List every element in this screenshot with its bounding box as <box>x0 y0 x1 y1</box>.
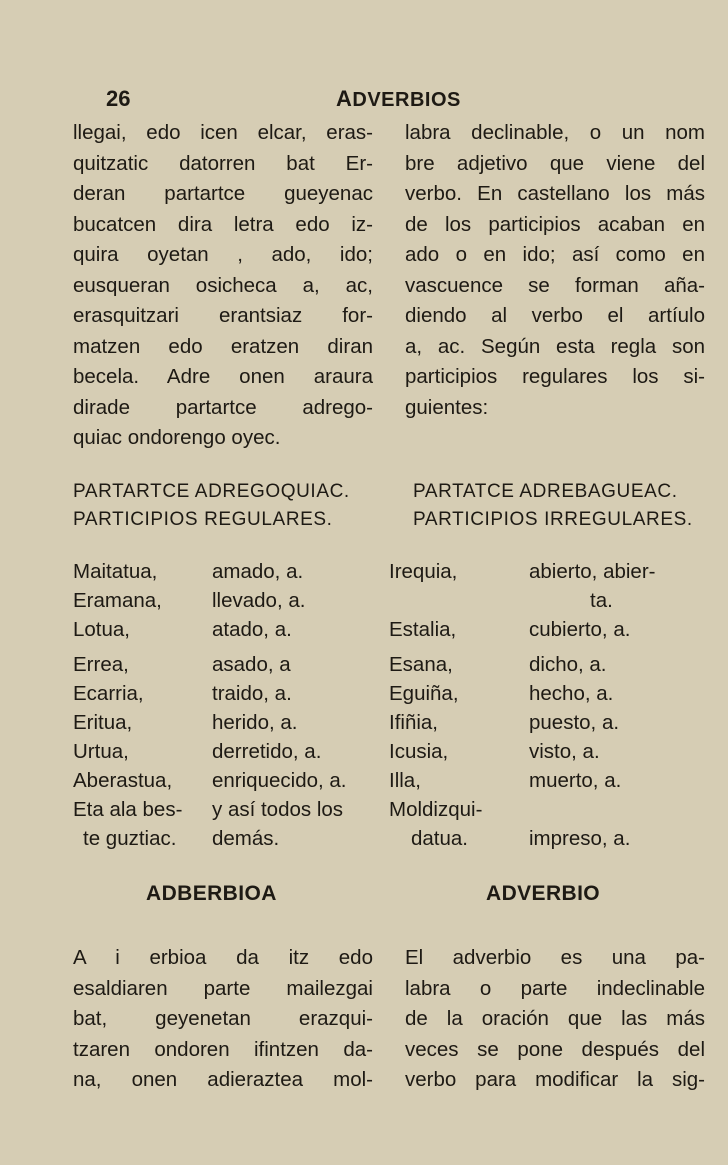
list-item <box>73 824 373 853</box>
spanish-term: enriquecido, a. <box>212 769 347 792</box>
text-line: dirade partartce adrego- <box>73 395 373 419</box>
text-line: quira oyetan , ado, ido; <box>73 243 373 266</box>
text-line: na, onen adieraztea mol- <box>73 1068 373 1091</box>
spanish-term: impreso, a. <box>529 827 631 850</box>
heading-spanish: PARTICIPIOS REGULARES. <box>73 509 333 530</box>
text-line: quitzatic datorren bat Er- <box>73 151 373 175</box>
adverb-heading-basque: ADBERBIOA <box>146 882 277 905</box>
list-item <box>389 679 709 708</box>
basque-term: Maitatua, <box>73 560 158 583</box>
spanish-term: traido, a. <box>212 682 292 705</box>
basque-term: Eramana, <box>73 589 162 612</box>
text-line: a, ac. Según esta regla son <box>405 334 705 358</box>
basque-term: Ecarria, <box>73 682 144 705</box>
text-line: deran partartce gueyenac <box>73 182 373 205</box>
basque-term: te guztiac. <box>83 827 177 850</box>
list-item <box>73 795 373 824</box>
text-line: diendo al verbo el artíulo <box>405 304 705 327</box>
text-line: bat, geyenetan erazqui- <box>73 1007 373 1030</box>
list-item <box>389 737 709 766</box>
basque-term: datua. <box>411 827 468 850</box>
basque-term: Estalia, <box>389 618 457 641</box>
text-line: participios regulares los si- <box>405 365 705 388</box>
running-title <box>336 86 461 112</box>
text-line: bre adjetivo que viene del <box>405 151 705 175</box>
spanish-term: demás. <box>212 827 280 850</box>
list-item <box>389 557 709 586</box>
spanish-term: puesto, a. <box>529 711 620 734</box>
list-item <box>73 615 373 644</box>
running-title-initial: A <box>336 86 353 111</box>
regular-participles-heading <box>73 478 350 534</box>
heading-basque: PARTATCE ADREBAGUEAC. <box>413 481 678 502</box>
spanish-term: muerto, a. <box>529 769 622 792</box>
list-item <box>389 824 709 853</box>
list-item <box>389 708 709 737</box>
basque-term: Icusia, <box>389 740 449 763</box>
text-line: esaldiaren parte mailezgai <box>73 976 373 1000</box>
text-line: vascuence se forman aña- <box>405 273 705 297</box>
spanish-term: atado, a. <box>212 618 292 641</box>
adverb-basque-paragraph <box>73 943 373 1096</box>
intro-basque-column <box>73 118 373 454</box>
irregular-participles-list <box>389 557 709 853</box>
text-line: bucatcen dira letra edo iz- <box>73 212 373 236</box>
list-item <box>389 586 709 615</box>
text-line: erasquitzari erantsiaz for- <box>73 304 373 327</box>
regular-participles-list <box>73 557 373 853</box>
text-line: quiac ondorengo oyec. <box>73 426 281 449</box>
list-item <box>73 650 373 679</box>
basque-term: Illa, <box>389 769 421 792</box>
spanish-term: llevado, a. <box>212 589 306 612</box>
basque-term: Lotua, <box>73 618 130 641</box>
text-line: eusqueran osicheca a, ac, <box>73 273 373 297</box>
text-line: de los participios acaban en <box>405 212 705 236</box>
text-line: tzaren ondoren ifintzen da- <box>73 1037 373 1061</box>
spanish-term: dicho, a. <box>529 653 607 676</box>
basque-term: Errea, <box>73 653 129 676</box>
list-item <box>389 650 709 679</box>
heading-basque: PARTARTCE ADREGOQUIAC. <box>73 481 350 502</box>
text-line: ado o en ido; así como en <box>405 243 705 266</box>
basque-term: Moldizqui- <box>389 798 483 821</box>
text-line: guientes: <box>405 395 489 419</box>
text-line: verbo. En castellano los más <box>405 182 705 205</box>
text-line: labra declinable, o un nom <box>405 121 705 144</box>
intro-spanish-column <box>405 118 705 423</box>
list-item <box>389 766 709 795</box>
spanish-term: visto, a. <box>529 740 600 763</box>
adverb-heading-spanish: ADVERBIO <box>486 882 601 905</box>
spanish-term: hecho, a. <box>529 682 614 705</box>
spanish-term: amado, a. <box>212 560 304 583</box>
text-line: llegai, edo icen elcar, eras- <box>73 121 373 144</box>
text-line: matzen edo eratzen diran <box>73 334 373 358</box>
spanish-term: y así todos los <box>212 798 344 821</box>
basque-term: Ifiñia, <box>389 711 438 734</box>
list-item <box>73 679 373 708</box>
text-line: de la oración que las más <box>405 1007 705 1030</box>
basque-term: Eta ala bes- <box>73 798 183 821</box>
text-line: El adverbio es una pa- <box>405 946 705 969</box>
text-line: becela. Adre onen araura <box>73 365 373 388</box>
basque-term: Eguiña, <box>389 682 459 705</box>
spanish-term: abierto, abier- <box>529 560 656 583</box>
basque-term: Urtua, <box>73 740 129 763</box>
irregular-participles-heading <box>413 478 693 534</box>
page-number: 26 <box>106 86 131 111</box>
running-title-rest: DVERBIOS <box>352 89 461 111</box>
list-item <box>73 708 373 737</box>
basque-term: Eritua, <box>73 711 133 734</box>
basque-term: Aberastua, <box>73 769 173 792</box>
list-item <box>73 766 373 795</box>
list-item <box>389 795 709 824</box>
spanish-term: herido, a. <box>212 711 298 734</box>
list-item <box>389 615 709 644</box>
text-line: A i erbioa da itz edo <box>73 946 373 969</box>
text-line: veces se pone después del <box>405 1037 705 1061</box>
list-item <box>73 737 373 766</box>
list-item <box>73 557 373 586</box>
spanish-term: ta. <box>590 589 613 612</box>
spanish-term: cubierto, a. <box>529 618 631 641</box>
list-item <box>73 586 373 615</box>
heading-spanish: PARTICIPIOS IRREGULARES. <box>413 509 693 530</box>
spanish-term: derretido, a. <box>212 740 322 763</box>
spanish-term: asado, a <box>212 653 291 676</box>
adverb-spanish-paragraph <box>405 943 705 1096</box>
basque-term: Irequia, <box>389 560 458 583</box>
basque-term: Esana, <box>389 653 453 676</box>
text-line: labra o parte indeclinable <box>405 976 705 1000</box>
text-line: verbo para modificar la sig- <box>405 1068 705 1091</box>
